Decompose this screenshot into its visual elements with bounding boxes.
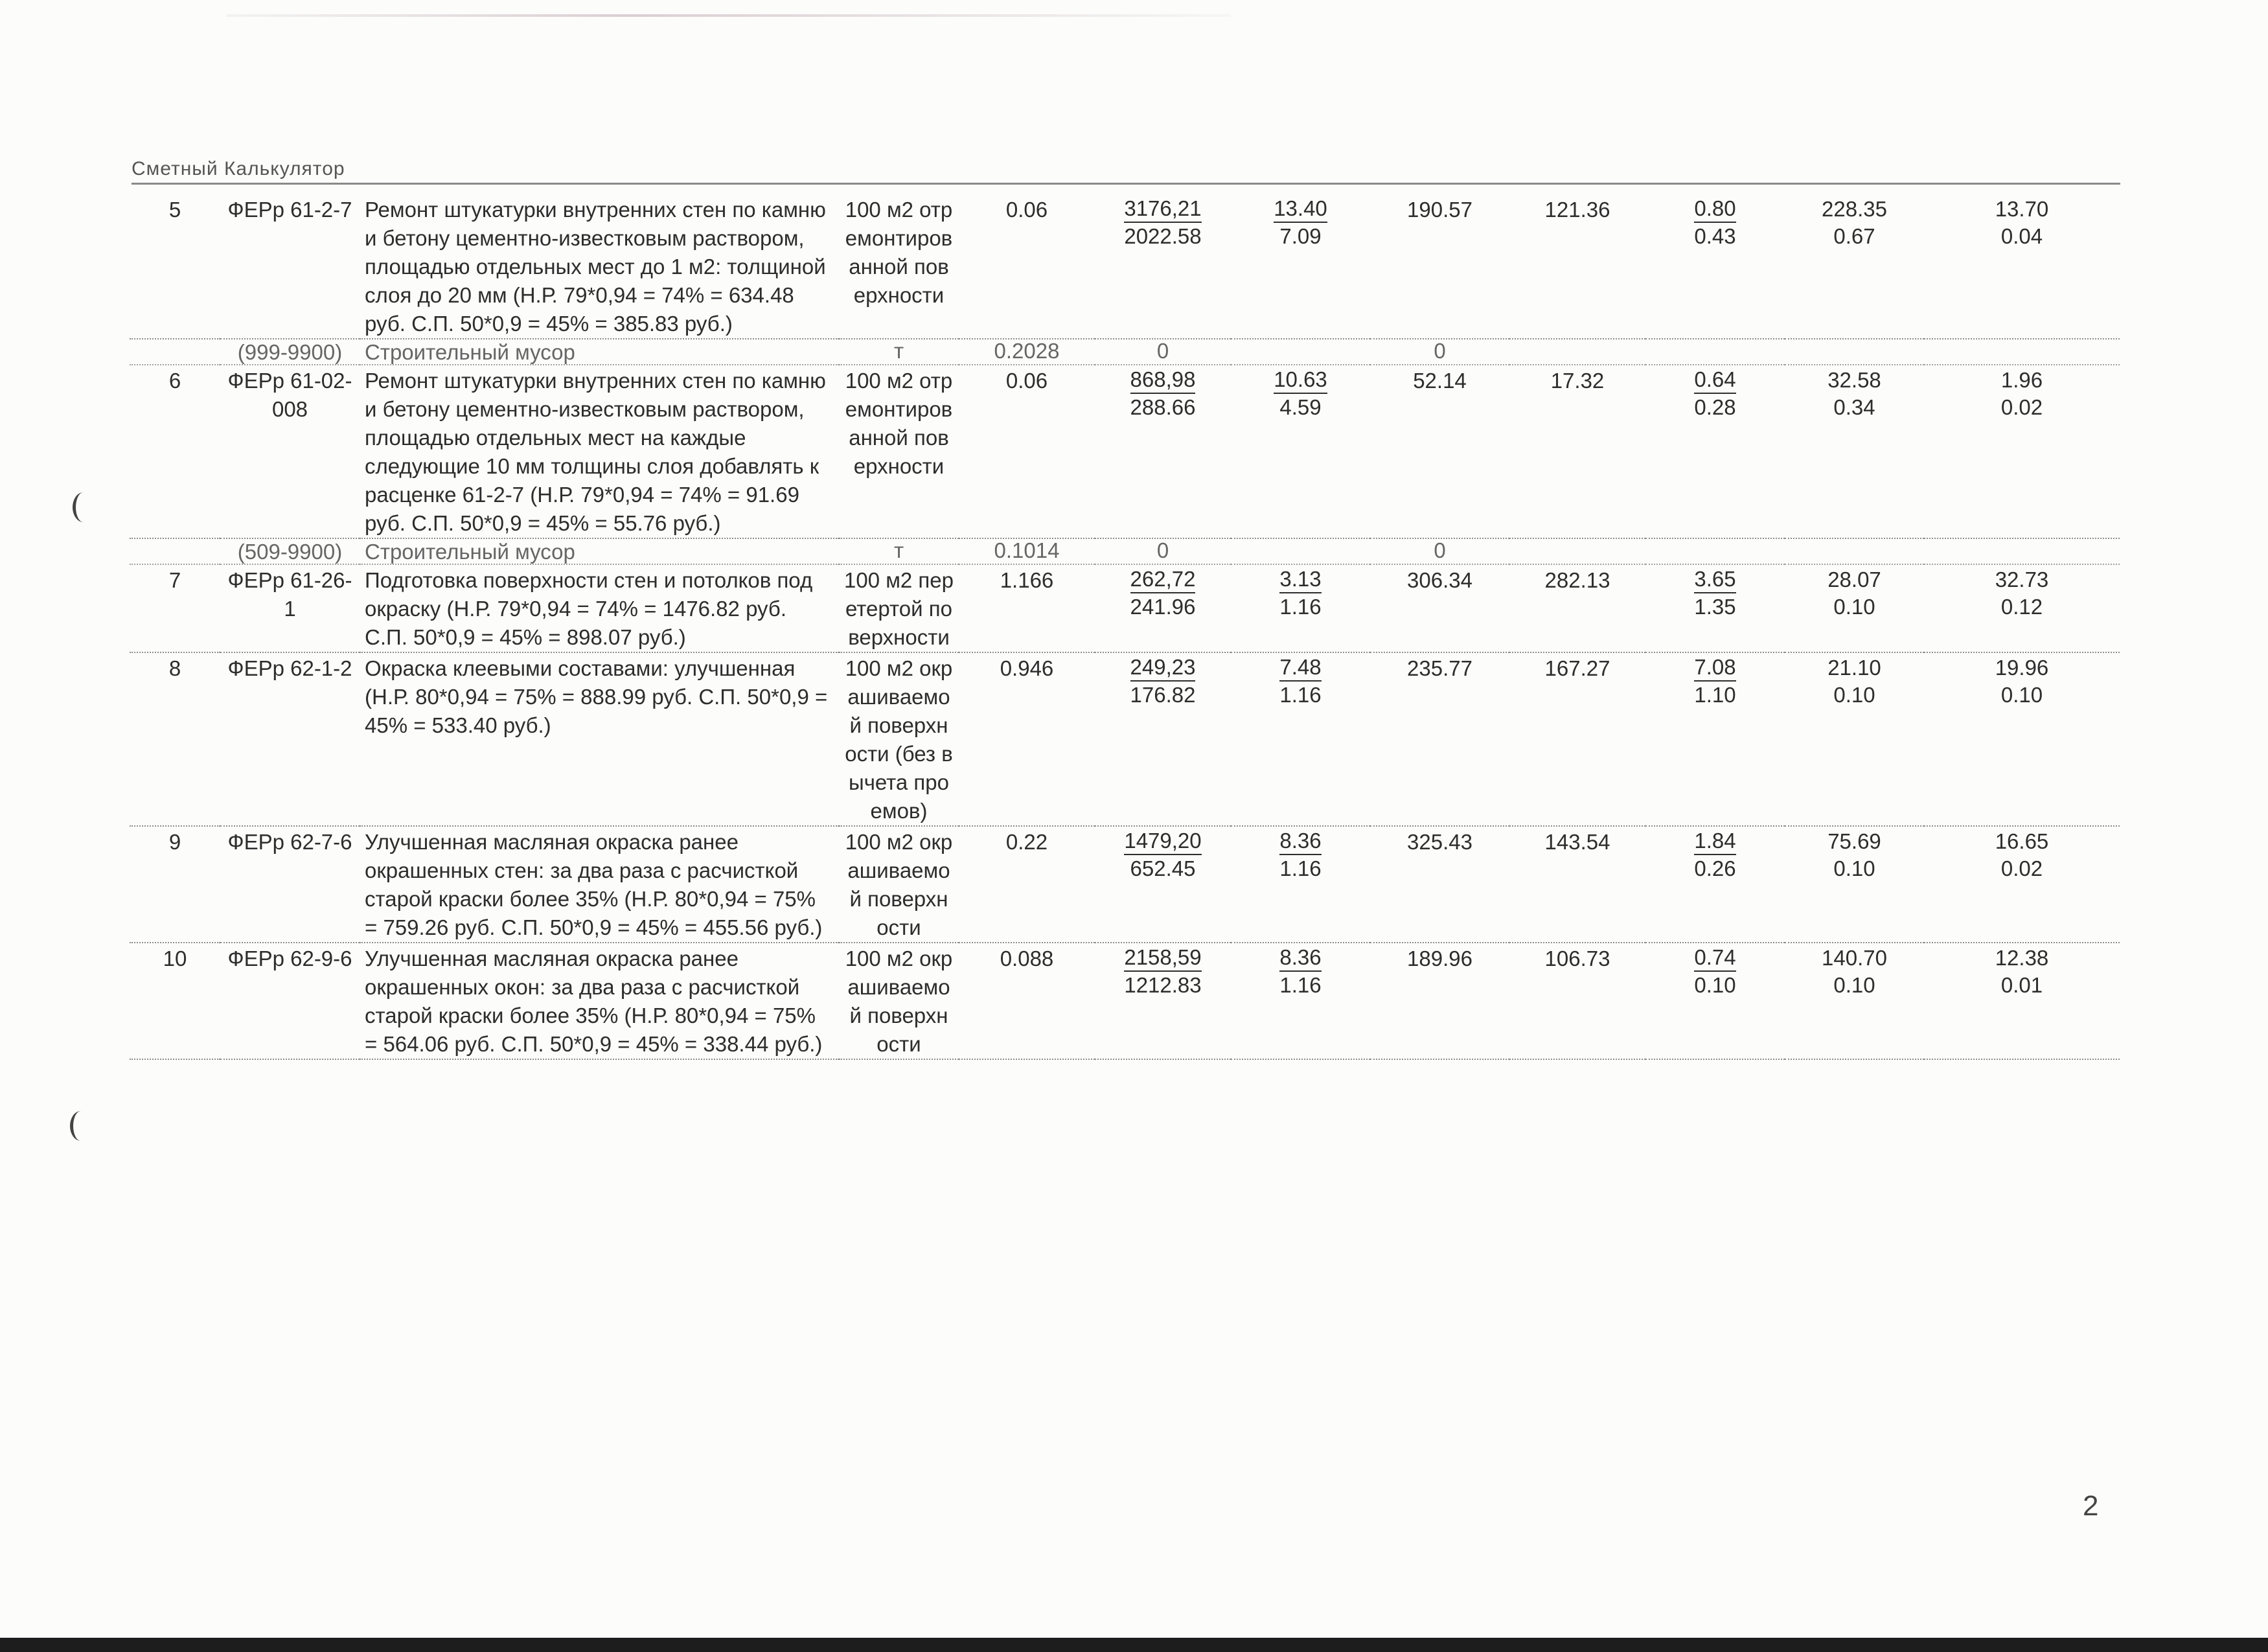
rate-code-text: ФЕРр 61-26-1 [227, 568, 352, 621]
column-11-stack [1995, 945, 2049, 999]
quantity [959, 826, 1095, 943]
total-cost [1370, 652, 1509, 826]
labor-cost-bottom: 1.16 [1279, 856, 1322, 880]
rate-code [220, 652, 360, 826]
row-number-text: 9 [168, 830, 181, 854]
quantity-text: 0.06 [1005, 198, 1048, 222]
salary-cost-text: 121.36 [1544, 198, 1610, 222]
column-11-bottom: 0.10 [2000, 683, 2043, 707]
labor-cost-bottom: 1.16 [1279, 973, 1322, 997]
estimate-table-body [130, 194, 2120, 1059]
row-number [130, 538, 220, 564]
row-number [130, 652, 220, 826]
unit-price-fraction [1130, 654, 1196, 709]
work-description [360, 652, 839, 826]
salary-cost [1509, 826, 1645, 943]
column-11-stack [1995, 196, 2049, 250]
table-row [130, 564, 2120, 652]
column-11-stack [1995, 654, 2049, 709]
column-10-bottom: 0.67 [1833, 224, 1875, 248]
column-10 [1785, 365, 1924, 538]
total-cost [1370, 943, 1509, 1059]
labor-cost-top: 7.48 [1279, 654, 1321, 682]
total-cost [1370, 365, 1509, 538]
machine-cost-fraction [1694, 828, 1735, 882]
labor-cost-fraction [1279, 945, 1321, 999]
column-11-top: 1.96 [2000, 368, 2043, 392]
labor-cost-top: 8.36 [1279, 828, 1321, 855]
resource-row [130, 538, 2120, 564]
column-11-top: 13.70 [1995, 197, 2049, 221]
total-cost-text: 0 [1434, 538, 1446, 562]
column-11 [1924, 339, 2120, 365]
labor-cost-bottom: 1.16 [1279, 595, 1322, 619]
unit-text: 100 м2 перетертой поверхности [844, 568, 954, 649]
column-10-top: 228.35 [1822, 197, 1887, 221]
quantity-text: 0.2028 [994, 339, 1060, 363]
column-10-stack [1827, 367, 1881, 421]
unit-of-measure [839, 365, 959, 538]
labor-cost [1231, 652, 1370, 826]
resource-code [220, 339, 360, 365]
column-11-top: 32.73 [1995, 568, 2049, 591]
column-11-stack [1995, 566, 2049, 621]
unit-text: 100 м2 отремонтированной поверхности [845, 198, 953, 307]
machine-cost-fraction [1694, 367, 1735, 421]
column-10 [1785, 339, 1924, 365]
unit-price-top: 1479,20 [1124, 828, 1201, 855]
salary-cost-text: 17.32 [1550, 369, 1605, 393]
labor-cost-fraction [1274, 196, 1327, 250]
salary-cost [1509, 564, 1645, 652]
quantity-text: 0.06 [1005, 369, 1048, 393]
work-description-text: Ремонт штукатурки внутренних стен по камню и бетону цементно-известковым раствором, площадью отдельных мест на каждые следующие 10 мм толщины слоя добавлять к расценке 61-2-7 (Н.Р. 79*0,94 = 74% = 91.69 руб. С.П. 50*0,9 = 45% = 55.76 руб.) [365, 369, 826, 535]
resource-row [130, 339, 2120, 365]
quantity-text: 1.166 [1000, 568, 1054, 592]
rate-code [220, 826, 360, 943]
scan-streak [227, 14, 1231, 17]
machine-cost-fraction [1694, 566, 1735, 621]
total-cost [1370, 826, 1509, 943]
unit-text: 100 м2 окрашиваемой поверхности [845, 830, 953, 939]
unit-of-measure [839, 826, 959, 943]
unit-price [1095, 826, 1231, 943]
unit-price-top: 249,23 [1130, 654, 1196, 682]
column-11 [1924, 943, 2120, 1059]
unit-text: т [893, 538, 904, 562]
machine-cost-top: 0.74 [1694, 945, 1735, 972]
labor-cost [1231, 564, 1370, 652]
machine-cost-fraction [1694, 945, 1735, 999]
column-10-bottom: 0.34 [1833, 395, 1875, 419]
column-10-stack [1827, 654, 1881, 709]
unit-price-bottom: 241.96 [1130, 595, 1196, 619]
machine-cost [1645, 652, 1785, 826]
quantity-text: 0.946 [1000, 656, 1054, 680]
machine-cost-top: 1.84 [1694, 828, 1735, 855]
labor-cost-bottom: 1.16 [1279, 683, 1322, 707]
row-number [130, 564, 220, 652]
unit-of-measure [839, 564, 959, 652]
unit-price-bottom: 176.82 [1130, 683, 1196, 707]
column-11-bottom: 0.04 [2000, 224, 2043, 248]
labor-cost-fraction [1279, 654, 1321, 709]
salary-cost [1509, 943, 1645, 1059]
labor-cost-top: 10.63 [1274, 367, 1327, 394]
rate-code-text: ФЕРр 61-02-008 [227, 369, 352, 421]
table-row [130, 826, 2120, 943]
machine-cost-fraction [1694, 654, 1735, 709]
salary-cost-text: 143.54 [1544, 830, 1610, 854]
salary-cost [1509, 538, 1645, 564]
unit-price-top: 868,98 [1130, 367, 1196, 394]
machine-cost-bottom: 0.26 [1694, 856, 1736, 880]
machine-cost-top: 0.80 [1694, 196, 1735, 223]
column-11-bottom: 0.02 [2000, 395, 2043, 419]
resource-name-text: Строительный мусор [365, 540, 575, 564]
work-description-text: Улучшенная масляная окраска ранее окрашенных окон: за два раза с расчисткой старой краски более 35% (Н.Р. 80*0,94 = 75% = 564.06 руб. С.П. 50*0,9 = 45% = 338.44 руб.) [365, 946, 823, 1056]
column-10-top: 75.69 [1827, 829, 1881, 853]
column-10-bottom: 0.10 [1833, 973, 1875, 997]
quantity [959, 538, 1095, 564]
rate-code-text: ФЕРр 62-1-2 [227, 656, 352, 680]
unit-price [1095, 652, 1231, 826]
column-10 [1785, 538, 1924, 564]
resource-name-text: Строительный мусор [365, 340, 575, 364]
resource-code-text: (999-9900) [237, 340, 343, 364]
column-10-stack [1822, 945, 1887, 999]
resource-name [360, 339, 839, 365]
unit-price-fraction [1130, 367, 1196, 421]
machine-cost-top: 7.08 [1694, 654, 1735, 682]
row-number-text: 7 [168, 568, 181, 592]
row-number-text: 6 [168, 369, 181, 393]
labor-cost [1231, 365, 1370, 538]
app-title: Сметный Калькулятор [132, 158, 345, 179]
column-10 [1785, 564, 1924, 652]
quantity [959, 339, 1095, 365]
column-11-top: 12.38 [1995, 946, 2049, 970]
row-number [130, 943, 220, 1059]
machine-cost-top: 3.65 [1694, 566, 1735, 593]
work-description-text: Подготовка поверхности стен и потолков под окраску (Н.Р. 79*0,94 = 74% = 1476.82 руб. С.П. 50*0,9 = 45% = 898.07 руб.) [365, 568, 813, 649]
unit-price [1095, 538, 1231, 564]
quantity-text: 0.088 [1000, 946, 1054, 970]
unit-price [1095, 194, 1231, 339]
total-cost-text: 306.34 [1407, 568, 1472, 592]
unit-of-measure [839, 652, 959, 826]
page-number: 2 [2083, 1490, 2099, 1522]
row-number [130, 194, 220, 339]
salary-cost [1509, 365, 1645, 538]
row-number-text: 10 [163, 946, 187, 970]
salary-cost [1509, 339, 1645, 365]
punch-hole-mark [73, 492, 94, 522]
unit-price-bottom: 652.45 [1130, 856, 1196, 880]
labor-cost-bottom: 7.09 [1279, 224, 1322, 248]
unit-price-top: 262,72 [1130, 566, 1196, 593]
labor-cost-bottom: 4.59 [1279, 395, 1322, 419]
column-10 [1785, 826, 1924, 943]
column-10-stack [1822, 196, 1887, 250]
machine-cost-fraction [1694, 196, 1735, 250]
column-10 [1785, 194, 1924, 339]
resource-code [220, 538, 360, 564]
total-cost-text: 189.96 [1407, 946, 1472, 970]
table-row [130, 194, 2120, 339]
labor-cost [1231, 826, 1370, 943]
machine-cost [1645, 365, 1785, 538]
labor-cost-fraction [1279, 828, 1321, 882]
labor-cost-fraction [1279, 566, 1321, 621]
salary-cost-text: 167.27 [1544, 656, 1610, 680]
machine-cost [1645, 538, 1785, 564]
unit-text: 100 м2 отремонтированной поверхности [845, 369, 953, 478]
machine-cost [1645, 564, 1785, 652]
resource-code-text: (509-9900) [237, 540, 343, 564]
quantity [959, 943, 1095, 1059]
unit-price [1095, 339, 1231, 365]
unit-price-fraction [1124, 196, 1201, 250]
column-11 [1924, 365, 2120, 538]
work-description [360, 365, 839, 538]
row-number-text: 8 [168, 656, 181, 680]
work-description-text: Улучшенная масляная окраска ранее окрашенных стен: за два раза с расчисткой старой краски более 35% (Н.Р. 80*0,94 = 75% = 759.26 руб. С.П. 50*0,9 = 45% = 455.56 руб.) [365, 830, 823, 939]
row-number-text: 5 [168, 198, 181, 222]
machine-cost [1645, 339, 1785, 365]
machine-cost-bottom: 0.43 [1694, 224, 1736, 248]
table-row [130, 652, 2120, 826]
column-10-stack [1827, 566, 1881, 621]
quantity [959, 652, 1095, 826]
salary-cost-text: 282.13 [1544, 568, 1610, 592]
unit-price-top: 3176,21 [1124, 196, 1201, 223]
machine-cost [1645, 826, 1785, 943]
punch-hole-mark [70, 1111, 91, 1141]
work-description [360, 826, 839, 943]
rate-code-text: ФЕРр 62-9-6 [227, 946, 352, 970]
work-description [360, 194, 839, 339]
column-11 [1924, 538, 2120, 564]
row-number [130, 339, 220, 365]
column-10-top: 32.58 [1827, 368, 1881, 392]
salary-cost [1509, 194, 1645, 339]
unit-price [1095, 564, 1231, 652]
unit-price-fraction [1130, 566, 1196, 621]
work-description-text: Окраска клеевыми составами: улучшенная (Н.Р. 80*0,94 = 75% = 888.99 руб. С.П. 50*0,9 = 45% = 533.40 руб.) [365, 656, 828, 737]
work-description [360, 943, 839, 1059]
table-row [130, 365, 2120, 538]
column-11-bottom: 0.12 [2000, 595, 2043, 619]
total-cost [1370, 538, 1509, 564]
column-11-stack [2001, 367, 2043, 421]
column-11 [1924, 652, 2120, 826]
unit-of-measure [839, 943, 959, 1059]
unit-text: 100 м2 окрашиваемой поверхности [845, 946, 953, 1056]
machine-cost-bottom: 1.35 [1694, 595, 1736, 619]
machine-cost-bottom: 0.10 [1694, 973, 1736, 997]
labor-cost [1231, 194, 1370, 339]
unit-price-fraction [1124, 828, 1201, 882]
labor-cost-top: 8.36 [1279, 945, 1321, 972]
unit-of-measure [839, 339, 959, 365]
row-number [130, 826, 220, 943]
quantity [959, 564, 1095, 652]
total-cost [1370, 194, 1509, 339]
rate-code [220, 194, 360, 339]
rate-code [220, 943, 360, 1059]
work-description [360, 564, 839, 652]
column-11 [1924, 826, 2120, 943]
total-cost [1370, 564, 1509, 652]
unit-price [1095, 943, 1231, 1059]
unit-price [1095, 365, 1231, 538]
labor-cost-fraction [1274, 367, 1327, 421]
column-10 [1785, 943, 1924, 1059]
column-11-top: 16.65 [1995, 829, 2049, 853]
total-cost [1370, 339, 1509, 365]
quantity [959, 365, 1095, 538]
column-10-bottom: 0.10 [1833, 595, 1875, 619]
machine-cost-top: 0.64 [1694, 367, 1735, 394]
unit-price-text: 0 [1156, 538, 1169, 562]
column-10-bottom: 0.10 [1833, 856, 1875, 880]
unit-of-measure [839, 194, 959, 339]
column-11-bottom: 0.02 [2000, 856, 2043, 880]
unit-text: т [893, 339, 904, 363]
total-cost-text: 190.57 [1407, 198, 1472, 222]
column-11-top: 19.96 [1995, 656, 2049, 680]
page-header [132, 155, 2120, 185]
labor-cost [1231, 339, 1370, 365]
labor-cost-top: 3.13 [1279, 566, 1321, 593]
column-10-stack [1827, 828, 1881, 882]
machine-cost-bottom: 1.10 [1694, 683, 1736, 707]
unit-price-bottom: 1212.83 [1124, 973, 1202, 997]
unit-price-bottom: 2022.58 [1124, 224, 1202, 248]
quantity-text: 0.22 [1005, 830, 1048, 854]
rate-code-text: ФЕРр 62-7-6 [227, 830, 352, 854]
estimate-table [130, 194, 2120, 1060]
machine-cost-bottom: 0.28 [1694, 395, 1736, 419]
column-10 [1785, 652, 1924, 826]
labor-cost-top: 13.40 [1274, 196, 1327, 223]
quantity-text: 0.1014 [994, 538, 1060, 562]
total-cost-text: 325.43 [1407, 830, 1472, 854]
work-description-text: Ремонт штукатурки внутренних стен по камню и бетону цементно-известковым раствором, площадью отдельных мест до 1 м2: толщиной слоя до 20 мм (Н.Р. 79*0,94 = 74% = 634.48 руб. С.П. 50*0,9 = 45% = 385.83 руб.) [365, 198, 826, 336]
total-cost-text: 52.14 [1413, 369, 1467, 393]
column-11-stack [1995, 828, 2049, 882]
total-cost-text: 0 [1434, 339, 1446, 363]
unit-price-fraction [1124, 945, 1201, 999]
rate-code [220, 365, 360, 538]
quantity [959, 194, 1095, 339]
machine-cost [1645, 943, 1785, 1059]
labor-cost [1231, 538, 1370, 564]
unit-text: 100 м2 окрашиваемой поверхности (без вычета проемов) [845, 656, 953, 823]
unit-price-text: 0 [1156, 339, 1169, 363]
column-11 [1924, 194, 2120, 339]
labor-cost [1231, 943, 1370, 1059]
column-10-bottom: 0.10 [1833, 683, 1875, 707]
scan-bottom-edge [0, 1638, 2268, 1652]
salary-cost [1509, 652, 1645, 826]
rate-code-text: ФЕРр 61-2-7 [227, 198, 352, 222]
salary-cost-text: 106.73 [1544, 946, 1610, 970]
total-cost-text: 235.77 [1407, 656, 1472, 680]
unit-of-measure [839, 538, 959, 564]
unit-price-top: 2158,59 [1124, 945, 1201, 972]
resource-name [360, 538, 839, 564]
unit-price-bottom: 288.66 [1130, 395, 1196, 419]
column-10-top: 140.70 [1822, 946, 1887, 970]
column-11-bottom: 0.01 [2000, 973, 2043, 997]
machine-cost [1645, 194, 1785, 339]
column-11 [1924, 564, 2120, 652]
column-10-top: 28.07 [1827, 568, 1881, 591]
row-number [130, 365, 220, 538]
table-row [130, 943, 2120, 1059]
column-10-top: 21.10 [1827, 656, 1881, 680]
rate-code [220, 564, 360, 652]
